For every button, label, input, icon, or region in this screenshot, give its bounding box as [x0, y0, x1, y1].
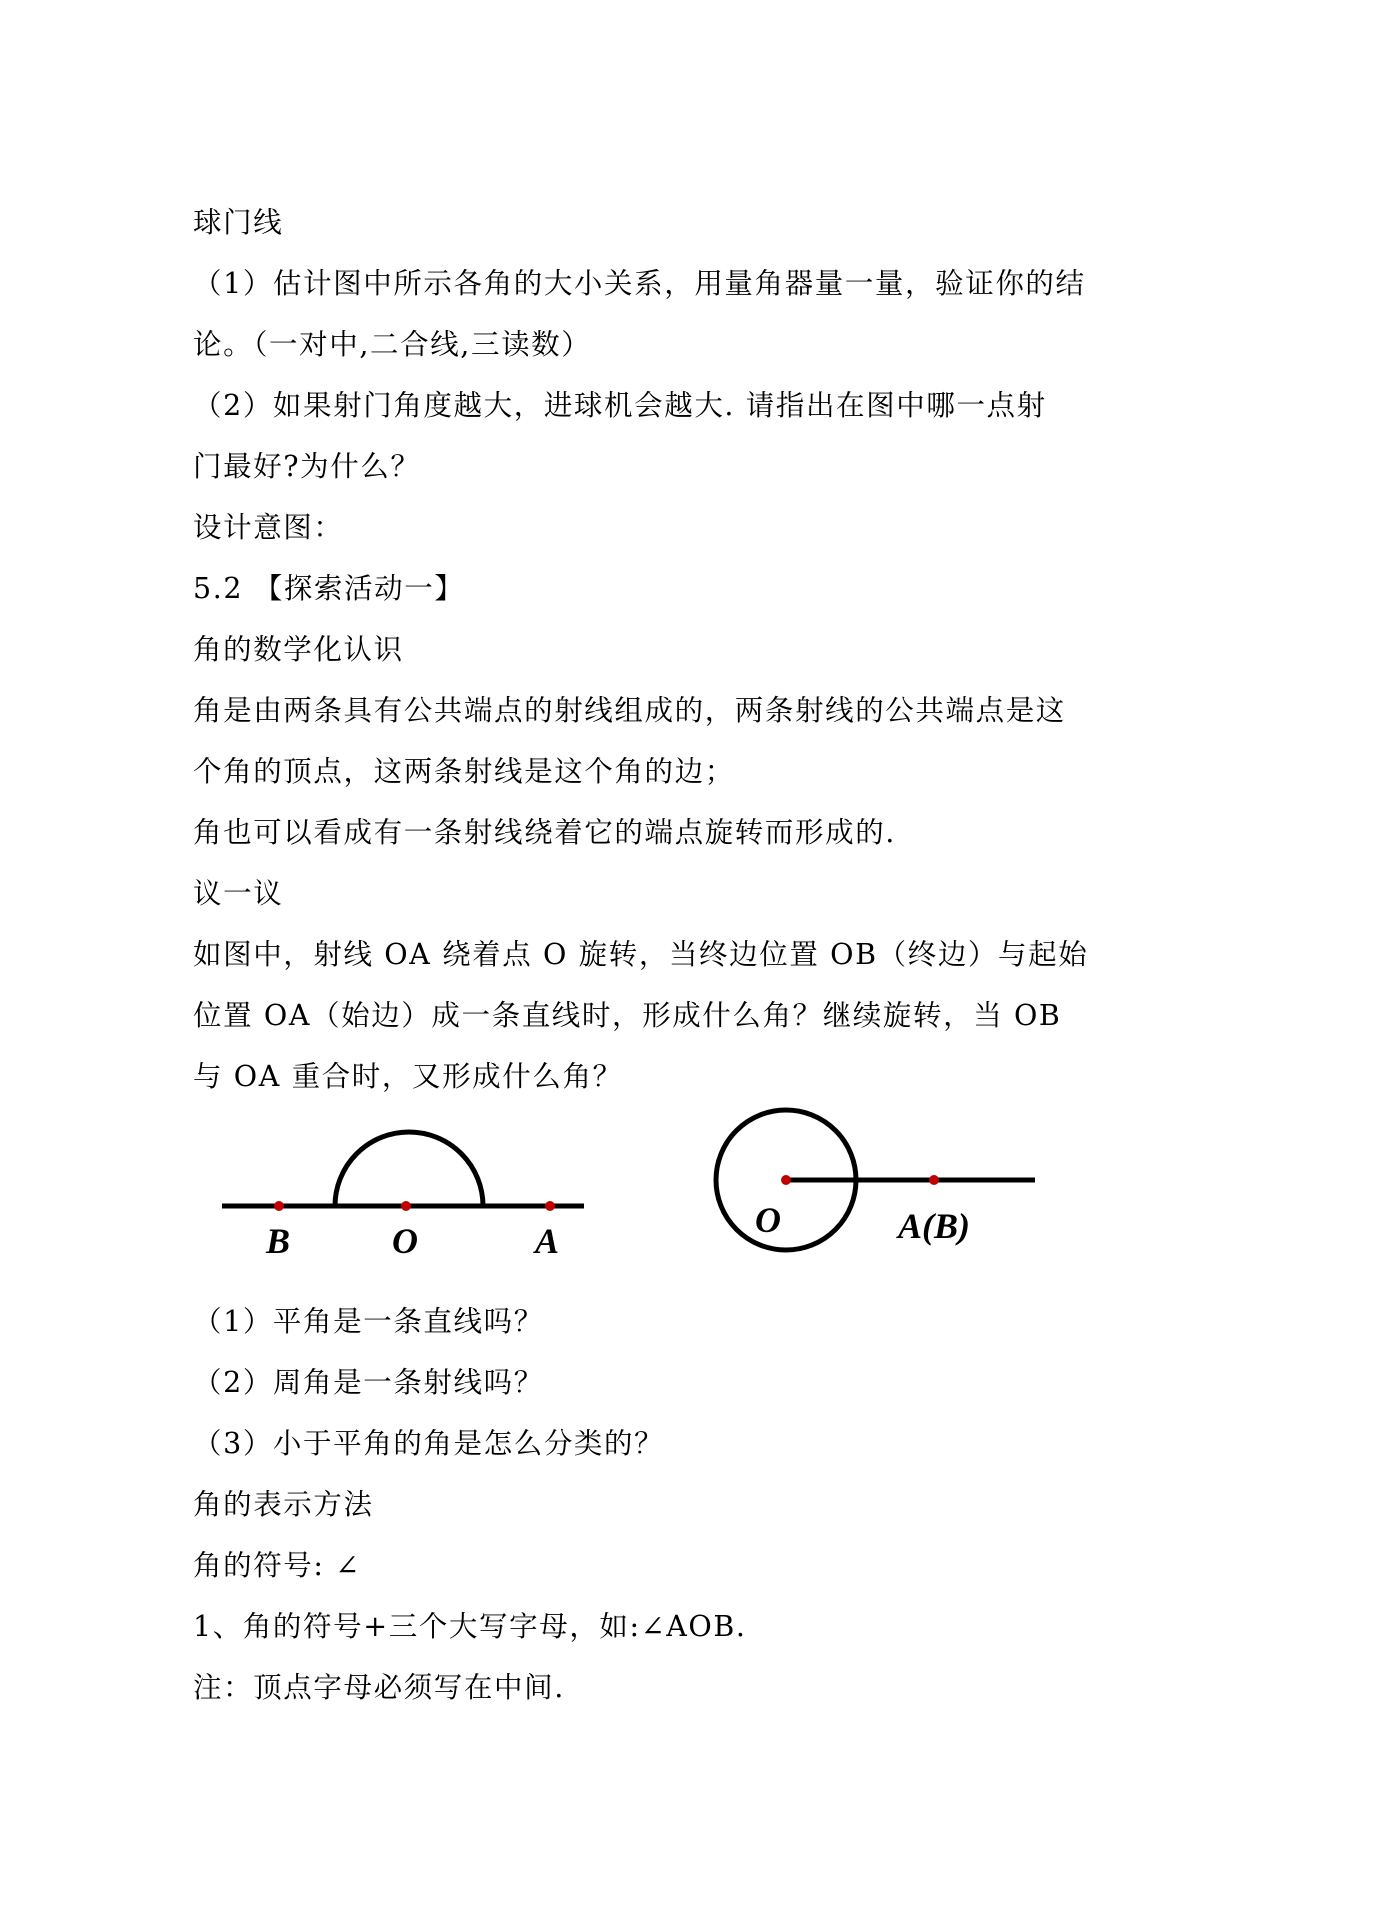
point-o — [401, 1201, 411, 1211]
semicircle-arc — [335, 1132, 483, 1206]
question-2-line-2: 门最好?为什么？ — [193, 450, 421, 483]
question-1-line-1: （1）估计图中所示各角的大小关系，用量角器量一量，验证你的结 — [193, 267, 1086, 300]
design-intent: 设计意图： — [193, 511, 344, 544]
definition-line-1: 角是由两条具有公共端点的射线组成的，两条射线的公共端点是这 — [193, 694, 1066, 727]
subheading-angle-concept: 角的数学化认识 — [193, 633, 404, 666]
section-heading: 5.2 【探索活动一】 — [193, 572, 465, 605]
point-a — [929, 1175, 939, 1185]
label-a: A — [534, 1221, 560, 1260]
discussion-line-2: 位置 OA（始边）成一条直线时，形成什么角？继续旋转，当 OB — [193, 999, 1062, 1032]
definition-line-3: 角也可以看成有一条射线绕着它的端点旋转而形成的. — [193, 816, 896, 849]
subheading-notation: 角的表示方法 — [193, 1488, 374, 1521]
straight-angle-figure — [200, 1110, 620, 1260]
question-classification: （3）小于平角的角是怎么分类的？ — [193, 1427, 665, 1460]
label-b: B — [265, 1221, 291, 1260]
angle-symbol: 角的符号: ∠ — [193, 1549, 361, 1582]
label-ab: A(B) — [898, 1206, 970, 1246]
heading-goal-line: 球门线 — [193, 206, 284, 239]
notation-rule-1: 1、角的符号+三个大写字母，如:∠AOB. — [193, 1610, 747, 1643]
point-a — [545, 1201, 555, 1211]
discussion-line-3: 与 OA 重合时，又形成什么角？ — [193, 1060, 623, 1093]
point-b — [274, 1201, 284, 1211]
definition-line-2: 个角的顶点，这两条射线是这个角的边； — [193, 755, 735, 788]
question-1-line-2: 论。（一对中,二合线,三读数） — [193, 328, 592, 361]
question-full-angle: （2）周角是一条射线吗？ — [193, 1366, 544, 1399]
point-o — [781, 1175, 791, 1185]
label-o: O — [755, 1200, 781, 1240]
question-2-line-1: （2）如果射门角度越大，进球机会越大. 请指出在图中哪一点射 — [193, 389, 1047, 422]
discussion-line-1: 如图中，射线 OA 绕着点 O 旋转，当终边位置 OB（终边）与起始 — [193, 938, 1089, 971]
subheading-discuss: 议一议 — [193, 877, 284, 910]
label-o: O — [392, 1221, 418, 1260]
notation-note: 注：顶点字母必须写在中间. — [193, 1671, 565, 1704]
full-angle-figure — [700, 1100, 1050, 1270]
question-straight-angle: （1）平角是一条直线吗？ — [193, 1305, 544, 1338]
